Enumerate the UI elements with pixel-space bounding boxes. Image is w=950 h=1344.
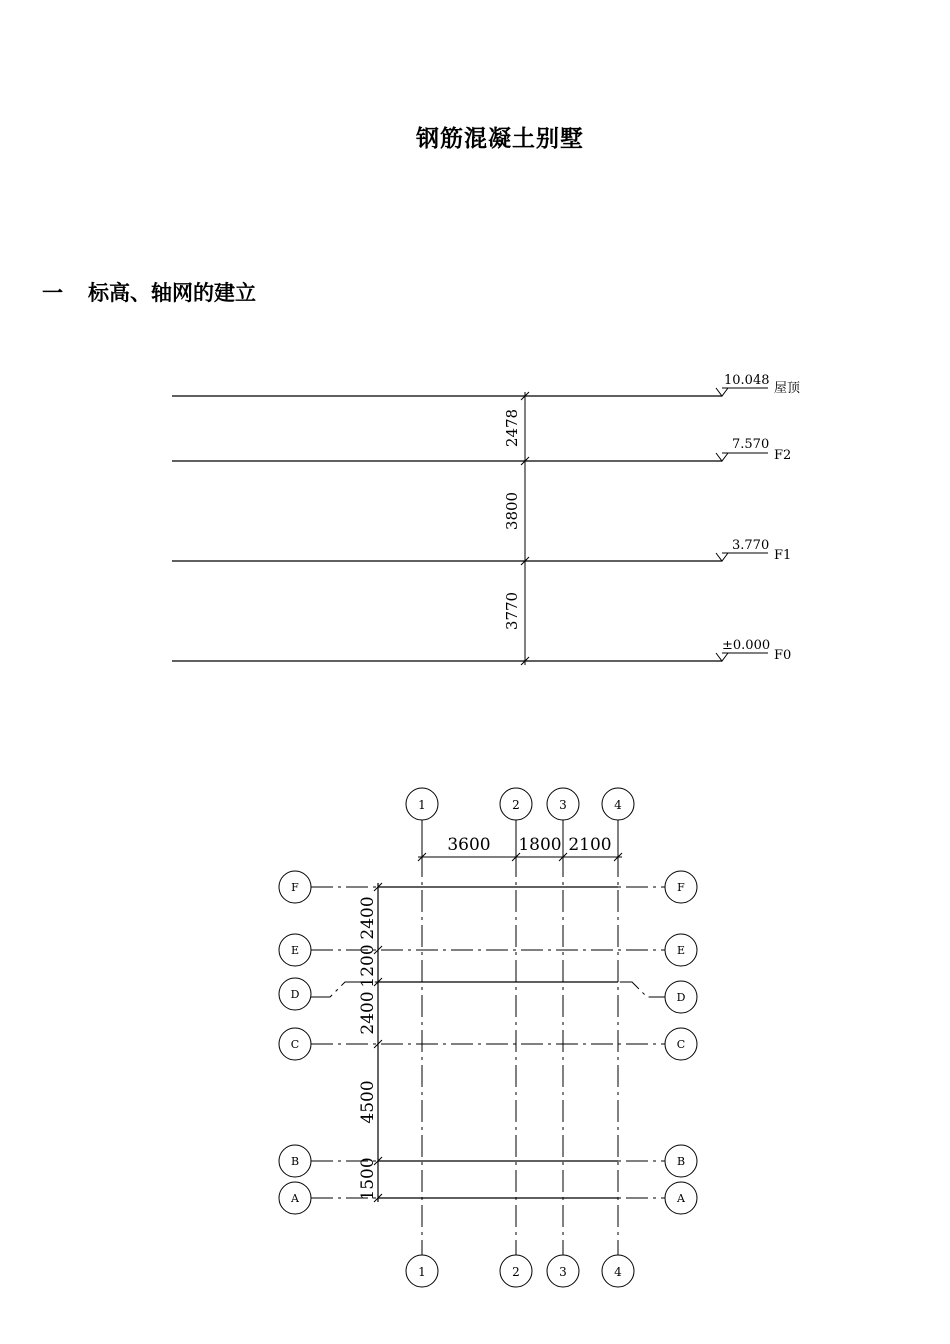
level-name: F2 — [774, 448, 792, 463]
axis-label: E — [676, 944, 686, 957]
grid-spacing: 4500 — [358, 1080, 378, 1124]
grid-spacing: 3600 — [447, 835, 491, 855]
axis-bubble-bottom-3 — [547, 1255, 579, 1287]
axis-label: F — [677, 881, 685, 894]
axis-label: 4 — [614, 798, 622, 812]
level-dimension-chain — [503, 392, 529, 665]
axis-bubble-right-b — [665, 1145, 697, 1177]
axis-label: D — [290, 988, 300, 1001]
section-number: 一 — [42, 281, 63, 305]
axis-bubble-bottom-1 — [406, 1255, 438, 1287]
axis-label: C — [290, 1038, 300, 1051]
level-line-f2 — [172, 437, 791, 463]
grid-spacing: 2100 — [568, 835, 612, 855]
axis-bubble-top-3 — [547, 788, 579, 820]
axis-bubble-left-c — [279, 1028, 311, 1060]
level-name: 屋顶 — [774, 381, 801, 396]
axis-label: B — [676, 1155, 686, 1168]
axis-label: 3 — [559, 798, 567, 812]
grid-spacing-vertical-chain — [358, 883, 382, 1202]
axis-label: 4 — [614, 1265, 622, 1279]
axis-label: C — [676, 1038, 686, 1051]
axis-label: D — [676, 991, 686, 1004]
axis-bubble-right-a — [665, 1182, 697, 1214]
axis-label: B — [290, 1155, 300, 1168]
axis-label: A — [677, 1192, 685, 1205]
grid-spacing-dimension-chain — [418, 822, 622, 863]
axis-bubble-left-b — [279, 1145, 311, 1177]
axis-bubble-top-4 — [602, 788, 634, 820]
level-elevation: 7.570 — [732, 437, 770, 452]
axis-label: 3 — [559, 1265, 567, 1279]
axis-label: E — [290, 944, 300, 957]
level-name: F1 — [774, 548, 792, 563]
grid-spacing: 1200 — [358, 944, 378, 988]
grid-plan — [279, 788, 697, 1287]
level-name: F0 — [774, 648, 792, 663]
level-line-roof — [172, 373, 801, 396]
axis-label: 2 — [512, 798, 520, 812]
document-title: 钢筋混凝土别墅 — [416, 126, 584, 152]
axis-bubble-left-f — [279, 871, 311, 903]
axis-bubble-top-2 — [500, 788, 532, 820]
level-elevation: 10.048 — [724, 373, 770, 388]
axis-label: 2 — [512, 1265, 520, 1279]
level-elevation: 3.770 — [732, 538, 770, 553]
axis-bubble-right-e — [665, 934, 697, 966]
level-line-f1 — [172, 538, 791, 563]
axis-bubble-bottom-4 — [602, 1255, 634, 1287]
section-title: 标高、轴网的建立 — [88, 281, 256, 305]
grid-spacing: 2400 — [358, 991, 378, 1035]
axis-bubble-left-e — [279, 934, 311, 966]
axis-bubble-left-a — [279, 1182, 311, 1214]
axis-bubble-right-c — [665, 1028, 697, 1060]
axis-bubble-left-d — [279, 978, 311, 1010]
grid-spacing: 1500 — [358, 1157, 378, 1201]
axis-bubble-right-d — [665, 981, 697, 1013]
level-dimension: 3770 — [503, 591, 521, 631]
axis-bubble-bottom-2 — [500, 1255, 532, 1287]
grid-spacing: 2400 — [358, 896, 378, 940]
axis-label: 1 — [418, 798, 426, 812]
axis-label: 1 — [418, 1265, 426, 1279]
axis-bubble-top-1 — [406, 788, 438, 820]
axis-label: A — [291, 1192, 299, 1205]
level-elevation: ±0.000 — [722, 638, 771, 653]
elevation-drawing — [172, 373, 801, 665]
level-dimension: 2478 — [503, 408, 521, 448]
axis-bubble-right-f — [665, 871, 697, 903]
grid-spacing: 1800 — [518, 835, 562, 855]
axis-label: F — [291, 881, 299, 894]
level-line-f0 — [172, 638, 791, 663]
level-dimension: 3800 — [503, 491, 521, 531]
